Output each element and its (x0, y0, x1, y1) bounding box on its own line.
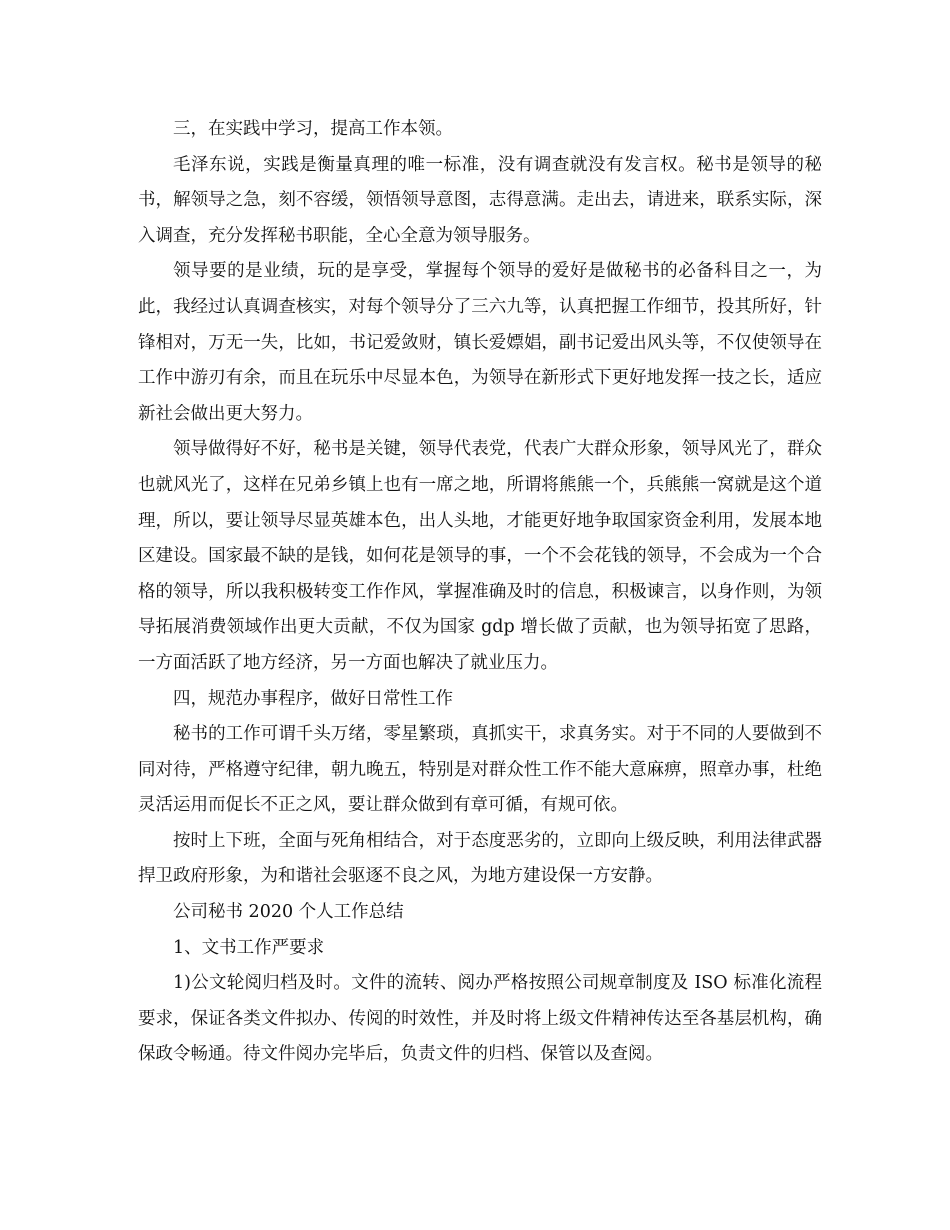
body-paragraph: 按时上下班，全面与死角相结合，对于态度恶劣的，立即向上级反映，利用法律武器捍卫政府形象，为和谐社会驱逐不良之风，为地方建设保一方安静。 (138, 830, 822, 887)
body-paragraph: 秘书的工作可谓千头万绪，零星繁琐，真抓实干，求真务实。对于不同的人要做到不同对待，严格遵守纪律，朝九晚五，特别是对群众性工作不能大意麻痹，照章办事，杜绝灵活运用而促长不正之风，要让群众做到有章可循，有规可依。 (138, 724, 822, 816)
document-subtitle: 公司秘书 2020 个人工作总结 (173, 902, 404, 923)
body-paragraph: 领导做得好不好，秘书是关键，领导代表党，代表广大群众形象，领导风光了，群众也就风光了，这样在兄弟乡镇上也有一席之地，所谓将熊熊一个，兵熊熊一窝就是这个道理，所以，要让领导尽显英雄本色，出人头地，才能更好地争取国家资金利用，发展本地区建设。国家最不缺的是钱，如何花是领导的事，一个不会花钱的领导，不会成为一个合格的领导，所以我积极转变工作作风，掌握准确及时的信息，积极谏言，以身作则，为领导拓展消费领域作出更大贡献，不仅为国家 gdp 增长做了贡献，也为领导拓宽了思路，一方面活跃了地方经济，另一方面也解决了就业压力。 (138, 439, 822, 673)
body-paragraph: 领导要的是业绩，玩的是享受，掌握每个领导的爱好是做秘书的必备科目之一，为此，我经过认真调查核实，对每个领导分了三六九等，认真把握工作细节，投其所好，针锋相对，万无一失，比如，书记爱敛财，镇长爱嫖娼，副书记爱出风头等，不仅使领导在工作中游刃有余，而且在玩乐中尽显本色，为领导在新形式下更好地发挥一技之长，适应新社会做出更大努力。 (138, 261, 822, 424)
section-heading-four: 四，规范办事程序，做好日常性工作 (173, 688, 453, 709)
subsection-heading: 1、文书工作严要求 (173, 937, 325, 958)
section-heading-three: 三，在实践中学习，提高工作本领。 (173, 119, 453, 139)
body-paragraph: 1)公文轮阅归档及时。文件的流转、阅办严格按照公司规章制度及 ISO 标准化流程要求，保证各类文件拟办、传阅的时效性，并及时将上级文件精神传达至各基层机构，确保政令畅通。待文件阅办完毕后，负责文件的归档、保管以及查阅。 (138, 973, 822, 1065)
document-body (138, 112, 822, 1073)
body-paragraph: 毛泽东说，实践是衡量真理的唯一标准，没有调查就没有发言权。秘书是领导的秘书，解领导之急，刻不容缓，领悟领导意图，志得意满。走出去，请进来，联系实际，深入调查，充分发挥秘书职能，全心全意为领导服务。 (138, 154, 822, 246)
